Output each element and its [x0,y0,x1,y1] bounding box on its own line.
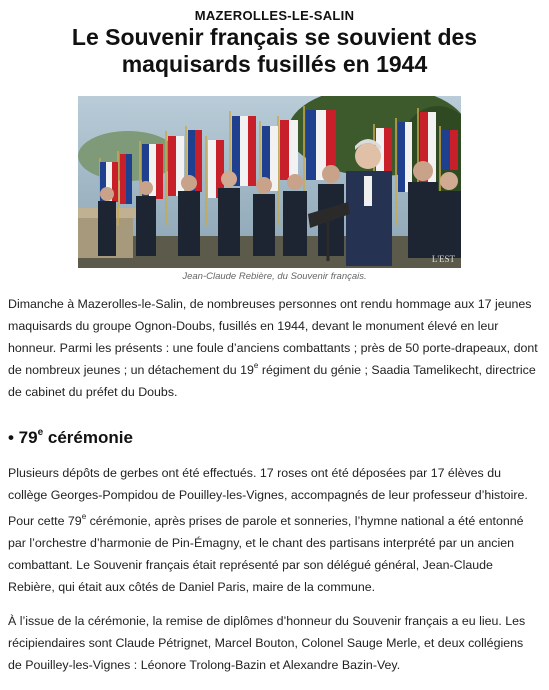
ordinal-suffix-2: e [81,512,87,521]
photo-watermark: L'EST [431,254,455,264]
intro-text: Dimanche à Mazerolles-le-Salin, de nombreuses personnes ont rendu hommage aux 17 jeunes maquisards du groupe Ognon-Doubs, fusillés en 1944, devant le monument élevé en leur honneur. Parmi les présents : une foule d’anciens combattants ; près de 50 porte-drapeaux, dont de nombreux jeunes ; un détachement du 19 [8,297,538,377]
ordinal-suffix: e [253,361,259,370]
photo-caption: Jean-Claude Rebière, du Souvenir français. [182,271,367,282]
article-headline [20,24,529,78]
article-photo [78,96,461,268]
section-number: 79 [13,428,38,447]
section-heading [8,428,133,448]
intro-paragraph [8,293,538,403]
section-ordinal: e [37,427,44,438]
article-kicker: MAZEROLLES-LE-SALIN [194,8,355,23]
headline-line-2: maquisards fusillés en 1944 [121,51,428,77]
paragraph-3: À l’issue de la cérémonie, la remise de diplômes d’honneur du Souvenir français a eu lieu. Les récipiendaires sont Claude Pétrignet, Marcel Bouton, Colonel Sauge Merle, et deux collégiens de Pouilley-les-Vignes : Léonore Trolong-Bazin et Alexandre Bazin-Vey. [8,614,526,672]
paragraph-1: Plusieurs dépôts de gerbes ont été effectués. 17 roses ont été déposées par 17 élèves du collège Georges-Pompidou de Pouilley-les-Vignes, accompagnés de leur professeur d’histoire. [8,466,528,502]
ceremony-photo-illustration [78,96,461,268]
intro-text-cont: régiment du génie ; Saadia Tamelikecht, directrice de cabinet du préfet du Doubs. [8,363,536,399]
paragraph-2 [8,510,538,598]
paragraph-2-text-cont: cérémonie, après prises de parole et sonneries, l’hymne national a été entonné par l’orchestre d’harmonie de Pin-Émagny, et le chant des partisans interprété par un ancien combattant. Le Souvenir français était représenté par son délégué général, Jean-Claude Rebière, qui était aux côtés de Daniel Paris, maire de la commune. [8,514,524,594]
paragraph-2-text: Pour cette 79 [8,514,82,528]
headline-line-1: Le Souvenir français se souvient des [71,24,478,50]
section-title: cérémonie [43,428,133,447]
bullet-icon: • [8,428,14,447]
